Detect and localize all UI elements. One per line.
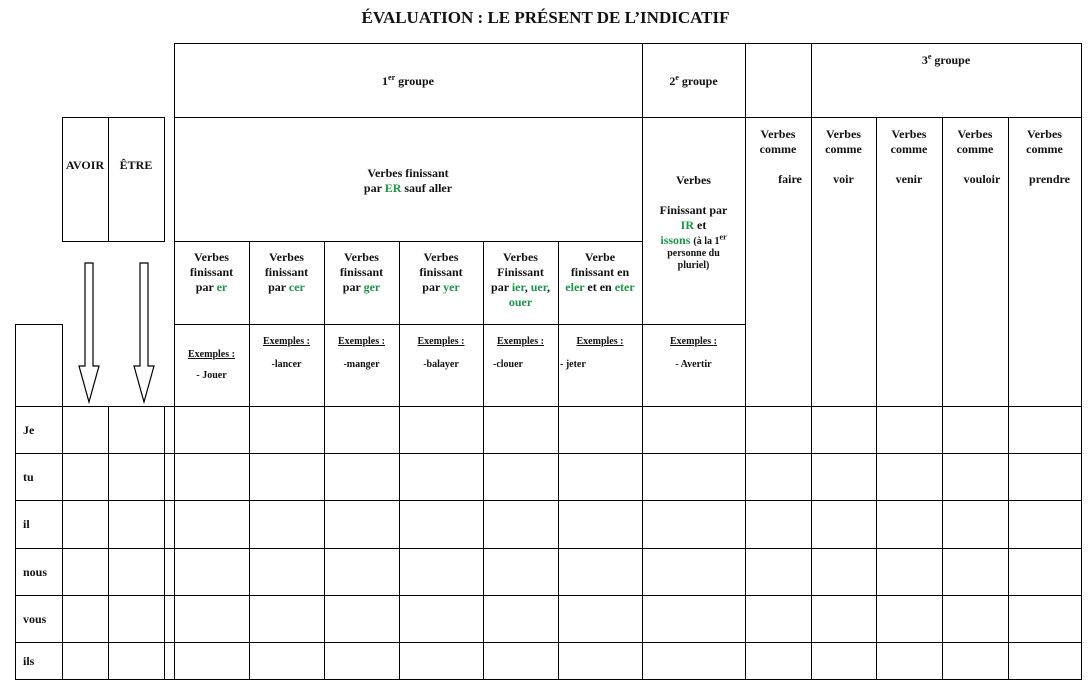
pronoun-vous: vous [23,612,47,626]
grid-line [164,406,165,680]
grid-line [164,117,165,241]
grid-line [62,324,63,680]
example-cell: Exemples : - Jouer [188,349,235,381]
sub-col-eler-eter: Verbe finissant en eler et en eter [565,250,635,294]
page-title: ÉVALUATION : LE PRÉSENT DE L’INDICATIF [361,8,730,27]
third-col-vouloir: Verbes comme vouloir [956,127,1001,186]
example-cell: Exemples : - jeter [560,336,624,370]
grid-line [15,642,1082,643]
grid-line [15,324,16,680]
pronoun-je: Je [23,423,35,437]
grid-line [1008,117,1009,680]
grid-line [62,117,165,118]
grid-line [15,324,62,325]
grid-line [876,117,877,680]
group-1-header: 1er groupe [382,73,434,88]
down-arrow-icon [133,262,155,404]
grid-line [174,324,746,325]
sub-col-er: Verbes finissant par er [189,250,234,294]
pronoun-ils: ils [23,654,35,668]
example-cell: Exemples : -manger [338,336,385,370]
grid-line [15,548,1082,549]
grid-line [62,241,165,242]
grid-line [15,679,1082,680]
grid-line [62,117,63,241]
grid-line [1081,43,1082,680]
grid-line [249,241,250,680]
grid-line [15,595,1082,596]
third-col-voir: Verbes comme voir [825,127,862,186]
pronoun-nous: nous [23,565,48,579]
group-2-header: 2e groupe [669,73,718,88]
grid-line [15,406,1082,407]
third-col-venir: Verbes comme venir [890,127,928,186]
second-group-subheader: Verbes Finissant par IR et issons (à la 1er personne du pluriel) [659,173,728,271]
grid-line [558,241,559,680]
grid-line [942,117,943,680]
sub-col-ier-uer-ouer: Verbes Finissant par ier, uer, ouer [491,250,550,309]
third-col-prendre: Verbes comme prendre [1026,127,1070,186]
grid-line [174,117,1082,118]
example-cell: Exemples : -clouer [493,336,544,370]
down-arrow-icon [78,262,100,404]
etre-header: ÊTRE [119,158,153,172]
pronoun-tu: tu [23,470,34,484]
third-col-faire: Verbes comme faire [759,127,802,186]
sub-col-ger: Verbes finissant par ger [339,250,384,294]
group-3-header: 3e groupe [921,52,971,67]
grid-line [108,406,109,680]
grid-line [15,500,1082,501]
grid-line [174,43,1082,44]
avoir-header: AVOIR [65,158,105,172]
sub-col-yer: Verbes finissant par yer [419,250,463,294]
grid-line [324,241,325,680]
first-group-subheader: Verbes finissant par ER sauf aller [363,166,453,195]
pronoun-il: il [23,517,30,531]
grid-line [108,117,109,241]
grid-line [174,241,642,242]
example-cell: Exemples : - Avertir [670,336,717,370]
example-cell: Exemples : -balayer [417,336,465,370]
example-cell: Exemples : -lancer [263,336,310,370]
sub-col-cer: Verbes finissant par cer [264,250,309,294]
grid-line [399,241,400,680]
grid-line [15,453,1082,454]
